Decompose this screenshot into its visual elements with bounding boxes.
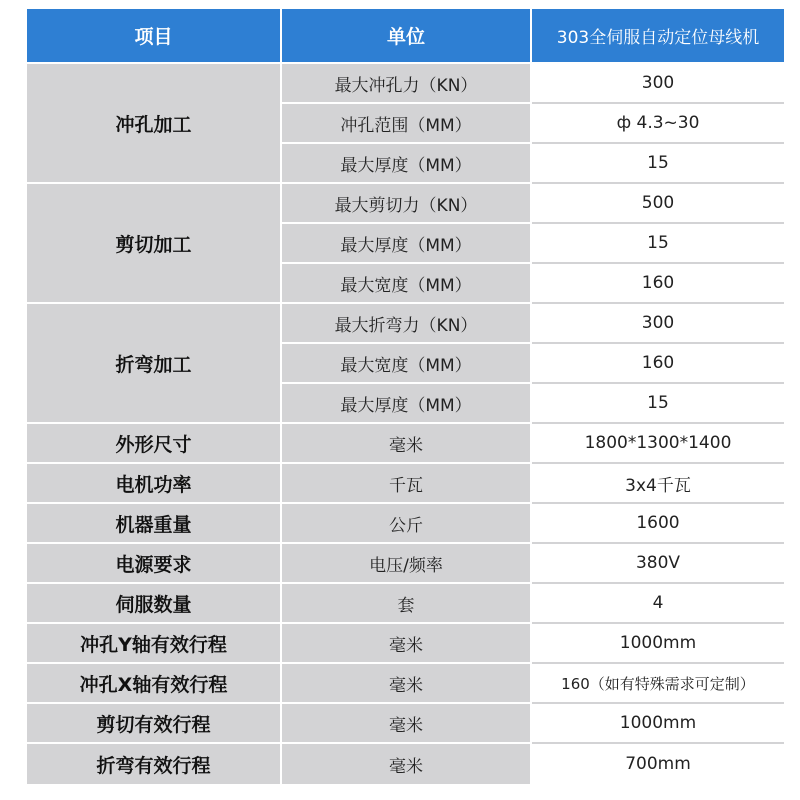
value-cell: 15: [532, 144, 784, 184]
table-row: [27, 304, 784, 344]
spec-value: 160（如有特殊需求可定制）: [532, 664, 784, 704]
spec-item: 电源要求: [27, 544, 282, 584]
table-row: [27, 744, 784, 784]
param-cell: 最大厚度（MM）: [282, 384, 532, 424]
group-name: 冲孔加工: [27, 64, 282, 184]
table-row: [27, 504, 784, 544]
spec-unit: 公斤: [282, 504, 532, 544]
header-row: [27, 9, 784, 64]
spec-value: 3x4千瓦: [532, 464, 784, 504]
header-model: 303全伺服自动定位母线机: [532, 9, 784, 64]
value-cell: 15: [532, 384, 784, 424]
value-cell: 15: [532, 224, 784, 264]
param-cell: 最大剪切力（KN）: [282, 184, 532, 224]
value-cell: 500: [532, 184, 784, 224]
table-row: [27, 464, 784, 504]
spec-item: 伺服数量: [27, 584, 282, 624]
spec-value: 380V: [532, 544, 784, 584]
spec-unit: 毫米: [282, 624, 532, 664]
spec-unit: 毫米: [282, 744, 532, 784]
spec-value: 1000mm: [532, 624, 784, 664]
spec-value: 700mm: [532, 744, 784, 784]
param-cell: 最大宽度（MM）: [282, 344, 532, 384]
spec-unit: 套: [282, 584, 532, 624]
spec-value: 1600: [532, 504, 784, 544]
group-name: 剪切加工: [27, 184, 282, 304]
table-row: [27, 664, 784, 704]
value-cell: ф 4.3~30: [532, 104, 784, 144]
param-cell: 最大厚度（MM）: [282, 224, 532, 264]
spec-value: 1000mm: [532, 704, 784, 744]
value-cell: 300: [532, 64, 784, 104]
param-cell: 最大冲孔力（KN）: [282, 64, 532, 104]
spec-unit: 电压/频率: [282, 544, 532, 584]
table-row: [27, 424, 784, 464]
table-row: [27, 184, 784, 224]
param-cell: 冲孔范围（MM）: [282, 104, 532, 144]
value-cell: 160: [532, 264, 784, 304]
value-cell: 160: [532, 344, 784, 384]
spec-unit: 毫米: [282, 664, 532, 704]
spec-item: 剪切有效行程: [27, 704, 282, 744]
spec-table: [27, 9, 784, 784]
header-item: 项目: [27, 9, 282, 64]
spec-item: 折弯有效行程: [27, 744, 282, 784]
table-row: [27, 704, 784, 744]
header-unit: 单位: [282, 9, 532, 64]
param-cell: 最大厚度（MM）: [282, 144, 532, 184]
spec-item: 外形尺寸: [27, 424, 282, 464]
table-row: [27, 544, 784, 584]
spec-value: 1800*1300*1400: [532, 424, 784, 464]
spec-item: 冲孔Y轴有效行程: [27, 624, 282, 664]
value-cell: 300: [532, 304, 784, 344]
spec-item: 机器重量: [27, 504, 282, 544]
table-row: [27, 584, 784, 624]
group-name: 折弯加工: [27, 304, 282, 424]
spec-unit: 毫米: [282, 424, 532, 464]
table-row: [27, 64, 784, 104]
spec-value: 4: [532, 584, 784, 624]
spec-unit: 毫米: [282, 704, 532, 744]
spec-item: 电机功率: [27, 464, 282, 504]
table-row: [27, 624, 784, 664]
spec-unit: 千瓦: [282, 464, 532, 504]
param-cell: 最大宽度（MM）: [282, 264, 532, 304]
spec-item: 冲孔X轴有效行程: [27, 664, 282, 704]
param-cell: 最大折弯力（KN）: [282, 304, 532, 344]
